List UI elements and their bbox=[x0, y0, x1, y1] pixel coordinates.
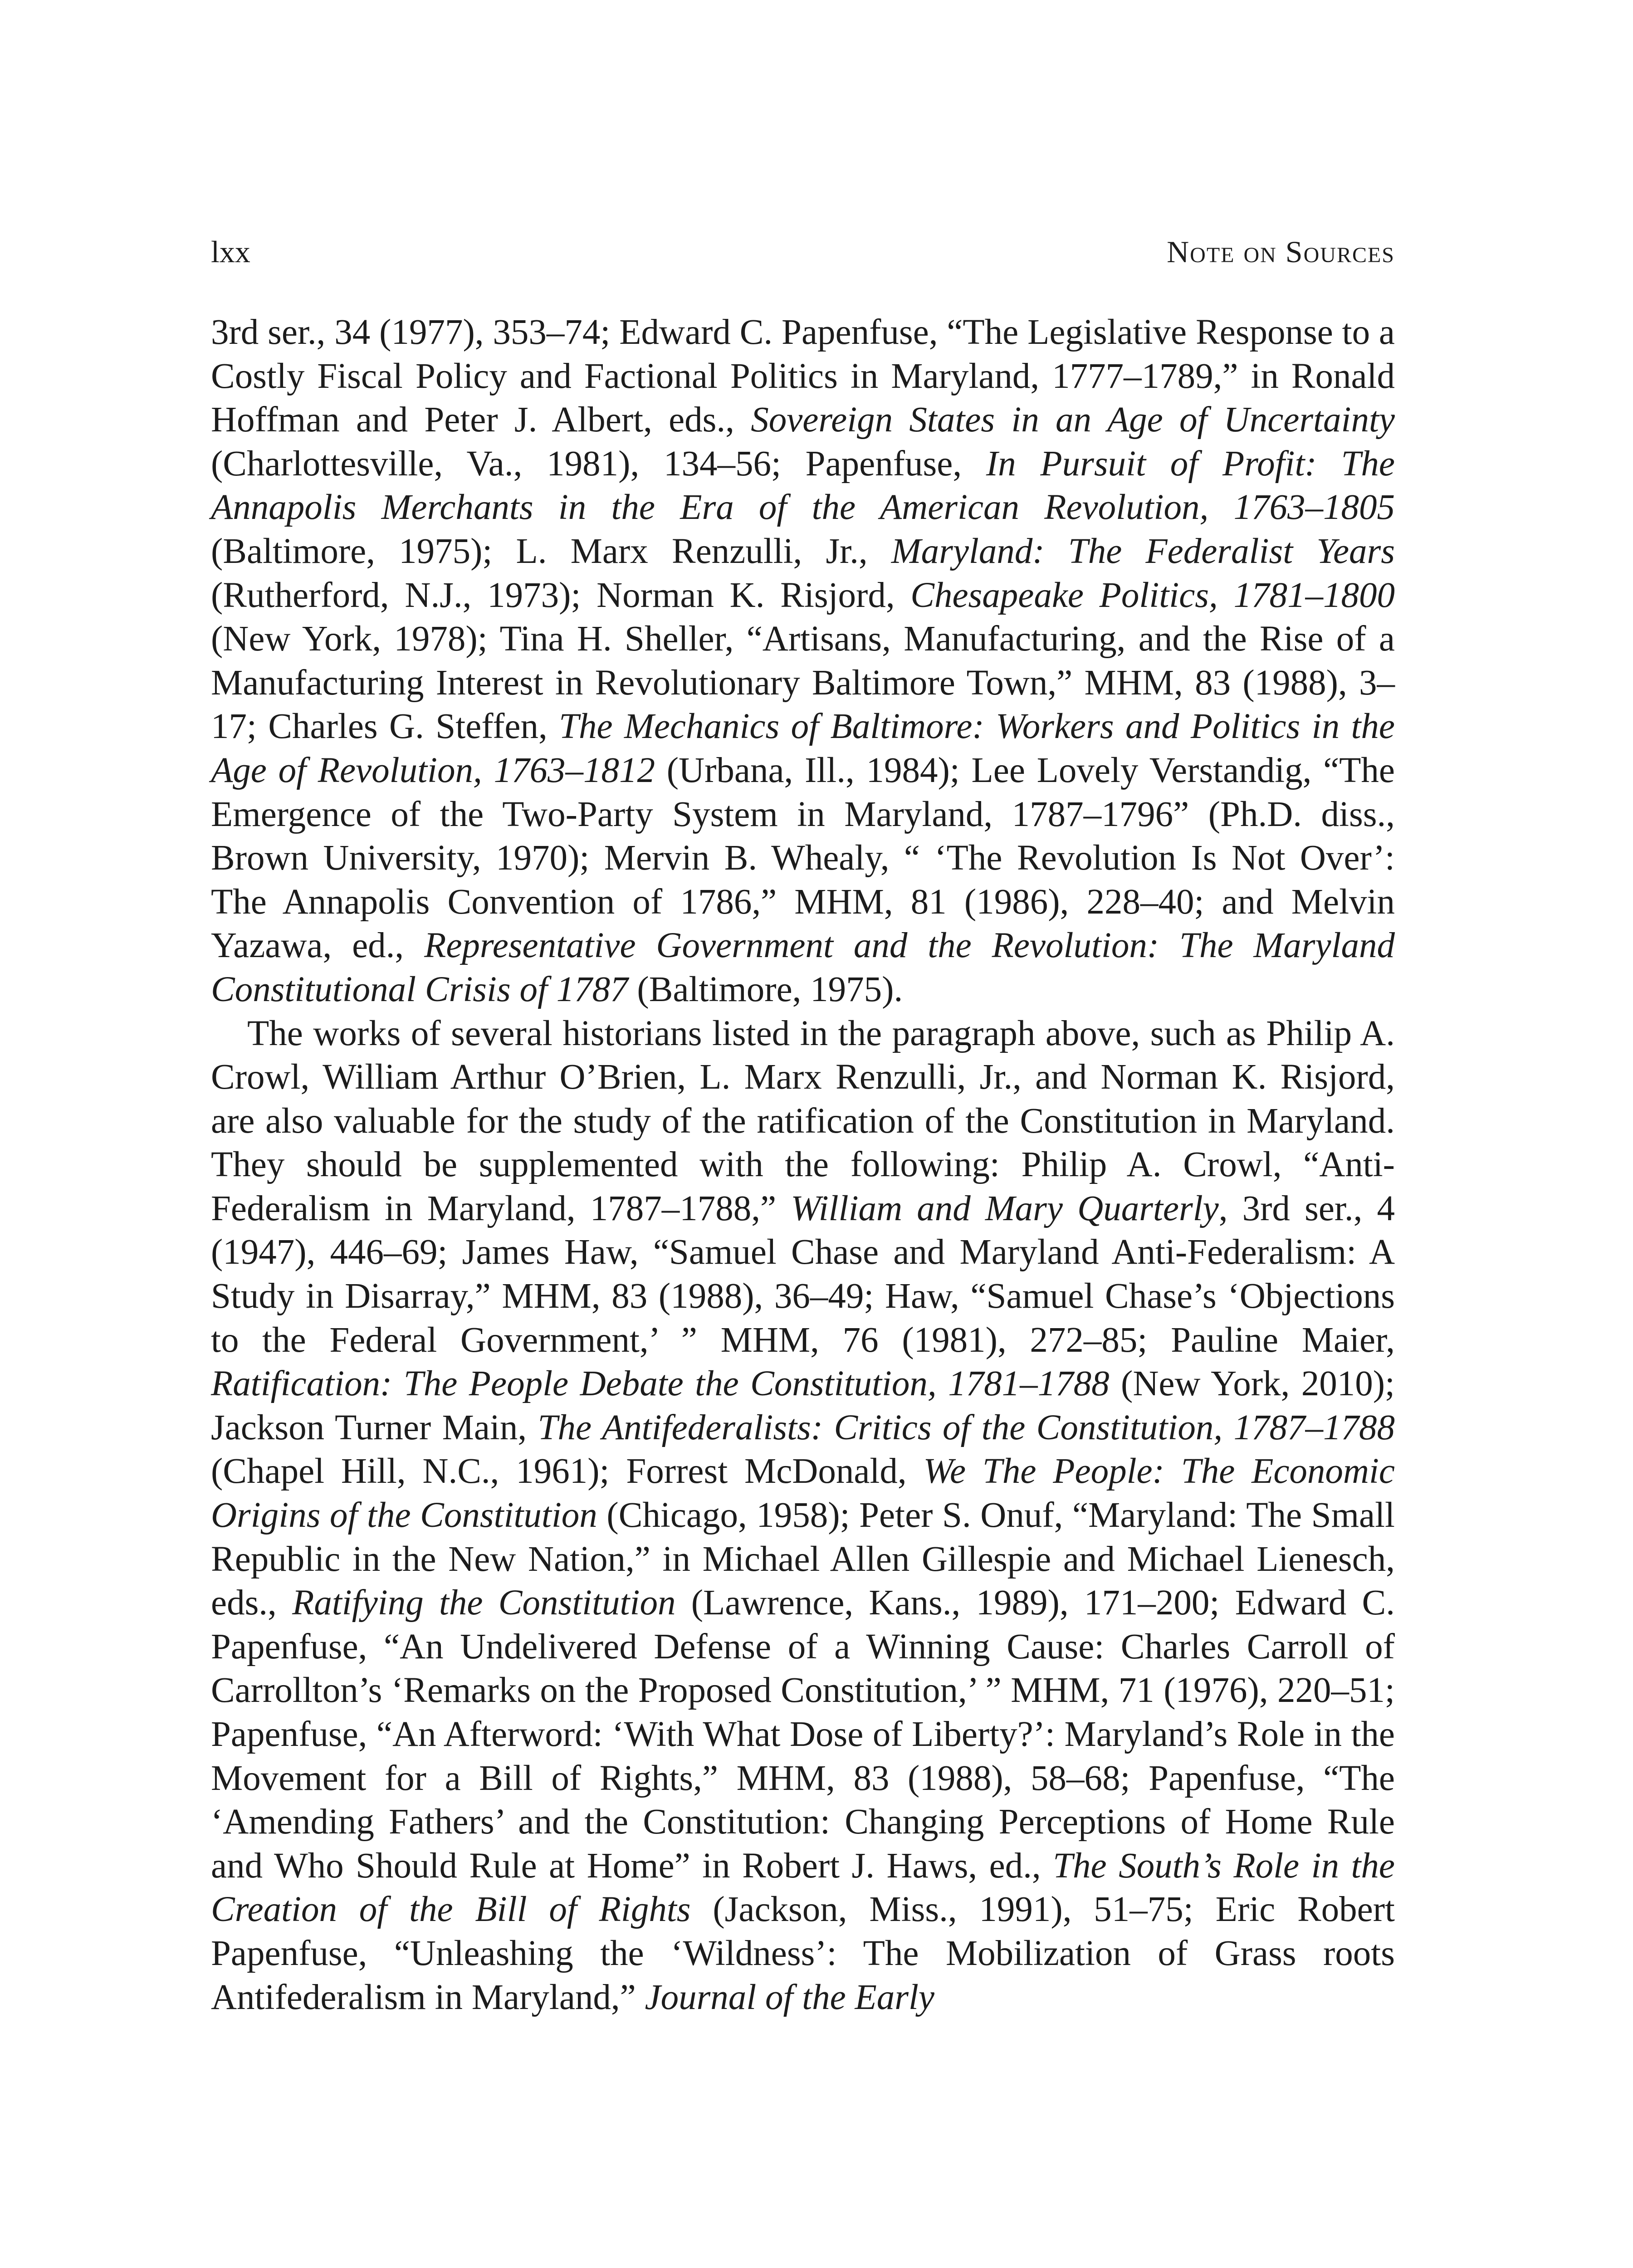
text-run: (Chapel Hill, N.C., 1961); Forrest McDonald, bbox=[211, 1452, 924, 1491]
italic-title: William and Mary Quarterly bbox=[791, 1188, 1219, 1228]
italic-title: We The People: The Economic Origins of the Constitution bbox=[211, 1452, 1395, 1535]
paragraph-ratification-sources bbox=[211, 1012, 1395, 2020]
text-run: (Lawrence, Kans., 1989), 171–200; Edward C. Papenfuse, “An Undelivered Defense of a Winning Cause: Charles Carroll of Carrollton’s ‘Remarks on the Proposed Constitution,’ ” MHM, 71 (1976), 220–51; Papenfuse, “An Afterword: ‘With What Dose of Liberty?’: Maryland’s Role in the Movement for a Bill of Rights,” MHM, 83 (1988), 58–68; Papenfuse, “The ‘Amending Fathers’ and the Constitution: Changing Perceptions of Home Rule and Who Should Rule at Home” in Robert J. Haws, ed., bbox=[211, 1583, 1395, 1886]
paragraph-continuation bbox=[211, 311, 1395, 1012]
text-run: 3rd ser., 34 (1977), 353–74; Edward C. Papenfuse, “The Legislative Response to a Costly Fiscal Policy and Factional Politics in Maryland, 1777–1789,” in Ronald Hoffman and Peter J. Albert, eds., bbox=[211, 313, 1395, 440]
body-text bbox=[211, 311, 1395, 2019]
italic-title: Maryland: The Federalist Years bbox=[891, 531, 1395, 571]
text-run: (Baltimore, 1975); L. Marx Renzulli, Jr., bbox=[211, 531, 891, 571]
text-run: The works of several historians listed in the paragraph above, such as Philip A. Crowl, William Arthur O’Brien, L. Marx Renzulli, Jr., and Norman K. Risjord, are also valuable for the study of the ratification of the Constitution in Maryland. They should be supplemented with the following: Philip A. Crowl, “Anti-Federalism in Maryland, 1787–1788,” bbox=[211, 1013, 1395, 1228]
text-run: (Baltimore, 1975). bbox=[628, 969, 903, 1009]
italic-title: The Mechanics of Baltimore: Workers and Politics in the Age of Revolution, 1763–1812 bbox=[211, 707, 1395, 790]
text-run: (Rutherford, N.J., 1973); Norman K. Risjord, bbox=[211, 575, 911, 615]
italic-title: Chesapeake Politics, 1781–1800 bbox=[910, 575, 1395, 615]
italic-title: Ratification: The People Debate the Constitution, 1781–1788 bbox=[211, 1364, 1110, 1404]
text-run: (Charlottesville, Va., 1981), 134–56; Papenfuse, bbox=[211, 444, 986, 484]
text-run: (Jackson, Miss., 1991), 51–75; Eric Robert Papenfuse, “Unleashing the ‘Wildness’: The Mobilization of Grass roots Antifederalism in Maryland,” bbox=[211, 1890, 1395, 2017]
running-title: Note on Sources bbox=[1167, 235, 1395, 269]
text-run: (New York, 1978); Tina H. Sheller, “Artisans, Manufacturing, and the Rise of a Manufacturing Interest in Revolutionary Baltimore Town,” MHM, 83 (1988), 3–17; Charles G. Steffen, bbox=[211, 619, 1395, 747]
text-run: (Urbana, Ill., 1984); Lee Lovely Verstandig, “The Emergence of the Two-Party System in Maryland, 1787–1796” (Ph.D. diss., Brown University, 1970); Mervin B. Whealy, “ ‘The Revolution Is Not Over’: The Annapolis Convention of 1786,” MHM, 81 (1986), 228–40; and Melvin Yazawa, ed., bbox=[211, 750, 1395, 966]
italic-title: Representative Government and the Revolution: The Maryland Constitutional Crisis of 1787 bbox=[211, 926, 1395, 1009]
text-run: , 3rd ser., 4 (1947), 446–69; James Haw, “Samuel Chase and Maryland Anti-Federalism: A Study in Disarray,” MHM, 83 (1988), 36–49; Haw, “Samuel Chase’s ‘Objections to the Federal Government,’ ” MHM, 76 (1981), 272–85; Pauline Maier, bbox=[211, 1188, 1395, 1360]
text-run: (Chicago, 1958); Peter S. Onuf, “Maryland: The Small Republic in the New Nation,” in Michael Allen Gillespie and Michael Lienesch, eds., bbox=[211, 1496, 1395, 1623]
italic-title: Ratifying the Constitution bbox=[292, 1583, 676, 1623]
running-head bbox=[211, 227, 1395, 277]
italic-title: Journal of the Early bbox=[645, 1977, 934, 2017]
italic-title: The South’s Role in the Creation of the Bill of Rights bbox=[211, 1846, 1395, 1930]
italic-title: In Pursuit of Profit: The Annapolis Merchants in the Era of the American Revolution, 1763–1805 bbox=[211, 444, 1395, 528]
text-run: (New York, 2010); Jackson Turner Main, bbox=[211, 1364, 1395, 1447]
page-number: lxx bbox=[211, 235, 250, 269]
italic-title: Sovereign States in an Age of Uncertainty bbox=[751, 400, 1395, 440]
italic-title: The Antifederalists: Critics of the Constitution, 1787–1788 bbox=[538, 1408, 1395, 1447]
